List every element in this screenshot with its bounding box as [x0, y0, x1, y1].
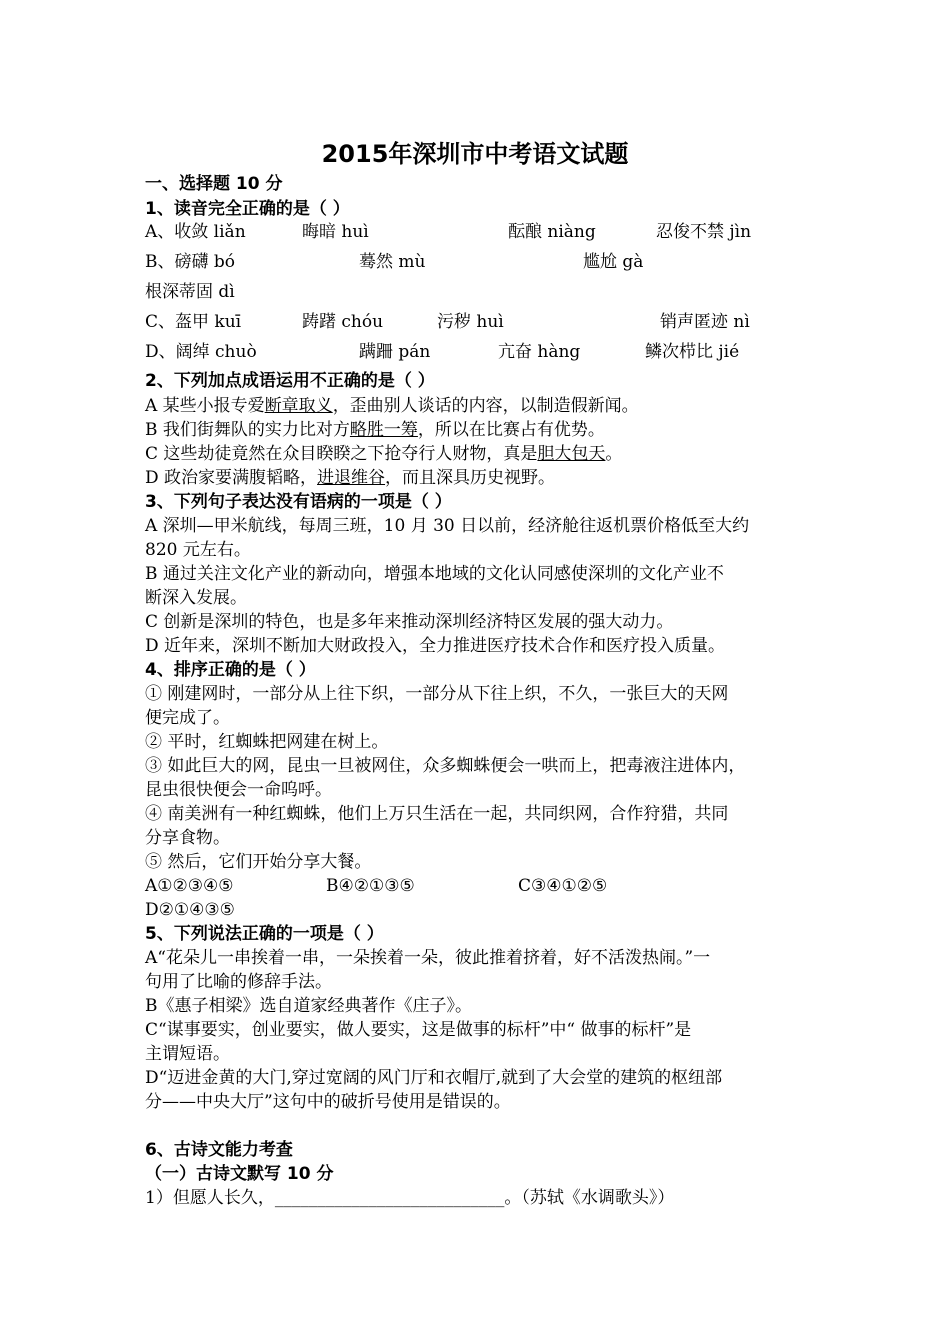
- q3-option-a-line1: A 深圳—甲米航线，每周三班，10 月 30 日以前，经济舱往返机票价格低至大约: [145, 516, 750, 536]
- q2-a-text-end: ，歪曲别人谈话的内容，以制造假新闻。: [332, 396, 639, 416]
- q2-d-text: D 政治家要满腹韬略，: [145, 468, 318, 488]
- q1-option-b-1: B、磅礴 bó: [145, 252, 236, 272]
- q1-option-b-3: 尴尬 gà: [583, 252, 644, 272]
- q4-option-d: D②①④③⑤: [145, 900, 235, 920]
- q2-d-text-end: ，而且深具历史视野。: [385, 468, 556, 488]
- q4-sentence-1-line2: 便完成了。: [145, 708, 230, 728]
- q2-a-text: A 某些小报专爱: [145, 396, 265, 416]
- q3-option-c: C 创新是深圳的特色，也是多年来推动深圳经济特区发展的强大动力。: [145, 612, 674, 632]
- q1-option-a-4: 忍俊不禁 jìn: [656, 222, 752, 242]
- q4-sentence-2: ② 平时，红蜘蛛把网建在树上。: [145, 732, 389, 752]
- q4-sentence-3-line1: ③ 如此巨大的网，昆虫一旦被网住，众多蜘蛛便会一哄而上，把毒液注进体内，: [145, 756, 746, 776]
- q1-option-a-1: A、收敛 liǎn: [145, 222, 246, 242]
- question-4-stem: 4、排序正确的是（ ）: [145, 660, 316, 680]
- question-6-stem: 6、古诗文能力考查: [145, 1140, 293, 1160]
- q4-option-c: C③④①②⑤: [518, 876, 608, 896]
- q1-option-c-3: 污秽 huì: [437, 312, 504, 332]
- q1-option-a-3: 酝酿 niàng: [508, 222, 596, 242]
- q2-option-c: [145, 442, 622, 466]
- q2-a-idiom: 断章取义: [264, 396, 333, 416]
- q2-option-a: [145, 394, 639, 418]
- q3-option-b-line1: B 通过关注文化产业的新动向，增强本地域的文化认同感使深圳的文化产业不: [145, 564, 724, 584]
- q2-b-text-end: ，所以在比赛占有优势。: [417, 420, 605, 440]
- q3-option-d: D 近年来，深圳不断加大财政投入，全力推进医疗技术合作和医疗投入质量。: [145, 636, 726, 656]
- q5-option-a-line2: 句用了比喻的修辞手法。: [145, 972, 332, 992]
- q5-option-d-line2: 分——中央大厅”这句中的破折号使用是错误的。: [145, 1092, 511, 1112]
- q2-b-idiom: 略胜一筹: [349, 420, 418, 440]
- q1-option-c-4: 销声匿迹 nì: [660, 312, 750, 332]
- q2-option-d: [145, 466, 555, 490]
- section-heading-choice: 一、选择题 10 分: [145, 174, 283, 194]
- q4-sentence-1-line1: ① 刚建网时，一部分从上往下织，一部分从下往上织，不久，一张巨大的天网: [145, 684, 729, 704]
- q5-option-d-line1: D“迈进金黄的大门,穿过宽阔的风门厅和衣帽厅,就到了大会堂的建筑的枢纽部: [145, 1068, 723, 1088]
- q1-option-d-2: 蹒跚 pán: [359, 342, 431, 362]
- q3-option-a-line2: 820 元左右。: [145, 540, 251, 560]
- q4-sentence-3-line2: 昆虫很快便会一命呜呼。: [145, 780, 332, 800]
- q1-option-c-1: C、盔甲 kuī: [145, 312, 242, 332]
- question-5-stem: 5、下列说法正确的一项是（ ）: [145, 924, 384, 944]
- q2-c-idiom: 胆大包天: [537, 444, 606, 464]
- q2-b-text: B 我们街舞队的实力比对方: [145, 420, 350, 440]
- q4-option-b: B④②①③⑤: [326, 876, 415, 896]
- question-2-stem: 2、下列加点成语运用不正确的是（ ）: [145, 371, 435, 391]
- q5-option-c-line1: C“谋事要实，创业要实，做人要实，这是做事的标杆”中“ 做事的标杆”是: [145, 1020, 692, 1040]
- q1-option-b-4: 根深蒂固 dì: [145, 282, 235, 302]
- q6-subsection-heading: （一）古诗文默写 10 分: [145, 1164, 334, 1184]
- q2-option-b: [145, 418, 605, 442]
- q2-c-text-end: 。: [605, 444, 623, 464]
- q1-option-d-1: D、阔绰 chuò: [145, 342, 257, 362]
- page-title: 2015年深圳市中考语文试题: [321, 140, 629, 168]
- q5-option-c-line2: 主谓短语。: [145, 1044, 230, 1064]
- q1-option-d-3: 亢奋 hàng: [498, 342, 581, 362]
- question-3-stem: 3、下列句子表达没有语病的一项是（ ）: [145, 492, 452, 512]
- q4-option-a: A①②③④⑤: [145, 876, 234, 896]
- q2-c-text: C 这些劫徒竟然在众目睽睽之下抢夺行人财物，真是: [145, 444, 538, 464]
- q5-option-a-line1: A“花朵儿一串挨着一串，一朵挨着一朵，彼此推着挤着，好不活泼热闹。”一: [145, 948, 711, 968]
- q2-d-idiom: 进退维谷: [317, 468, 386, 488]
- q1-option-c-2: 踌躇 chóu: [302, 312, 384, 332]
- q4-sentence-4-line1: ④ 南美洲有一种红蜘蛛，他们上万只生活在一起，共同织网，合作狩猎，共同: [145, 804, 729, 824]
- q4-sentence-4-line2: 分享食物。: [145, 828, 230, 848]
- q1-option-d-4: 鳞次栉比 jié: [645, 342, 740, 362]
- question-1-stem: 1、读音完全正确的是（ ）: [145, 199, 350, 219]
- q1-option-a-2: 晦暗 huì: [302, 222, 369, 242]
- q6-item-1: 1）但愿人长久，___________________________。（苏轼《水调歌头》）: [145, 1188, 675, 1208]
- q3-option-b-line2: 断深入发展。: [145, 588, 247, 608]
- q1-option-b-2: 蓦然 mù: [359, 252, 426, 272]
- q4-sentence-5: ⑤ 然后，它们开始分享大餐。: [145, 852, 372, 872]
- q5-option-b: B《惠子相梁》选自道家经典著作《庄子》。: [145, 996, 472, 1016]
